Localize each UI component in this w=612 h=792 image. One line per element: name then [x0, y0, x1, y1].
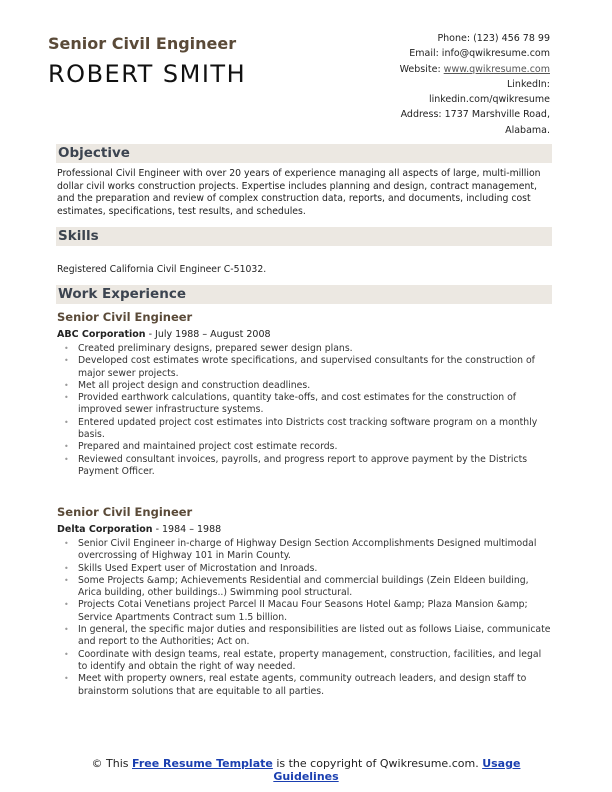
job-company-line: [57, 329, 552, 340]
contact-email: Email: info@qwikresume.com: [409, 48, 550, 60]
bullet-icon: •: [64, 344, 69, 353]
bullet-icon: •: [64, 356, 69, 366]
bullet-text: Some Projects &amp; Achievements Residential and commercial buildings (Zein Eldeen building, Arica building, other buildings..) Swimming pool structural.: [78, 574, 529, 599]
job-bullets: [57, 343, 552, 478]
list-item: [57, 624, 552, 649]
bullet-text: Provided earthwork calculations, quantity take-offs, and cost estimates for the construction of improved sewer infrastructure systems.: [78, 392, 517, 416]
list-item: [57, 538, 552, 563]
contact-linkedin-label: LinkedIn:: [506, 78, 550, 90]
usage-guidelines-link[interactable]: Usage Guidelines: [273, 757, 521, 783]
contact-address-line1: Address: 1737 Marshville Road,: [400, 109, 550, 121]
list-item: [57, 343, 552, 355]
bullet-icon: •: [64, 625, 69, 635]
bullet-text: Projects Cotai Venetians project Parcel II Macau Four Seasons Hotel &amp; Plaza Mansion &amp; Service Apartments Contract sum 1.5 billion.: [78, 599, 528, 623]
list-item: [57, 673, 552, 698]
job-title: Senior Civil Engineer: [57, 505, 193, 519]
website-link[interactable]: www.qwikresume.com: [443, 63, 550, 75]
bullet-icon: •: [64, 417, 69, 427]
bullet-text: Entered updated project cost estimates into Districts cost tracking software program on a monthly basis.: [78, 416, 538, 441]
list-item: [57, 454, 552, 479]
contact-website: [350, 62, 550, 77]
company-name: ABC Corporation: [57, 329, 146, 340]
list-item: [57, 575, 552, 600]
list-item: [57, 417, 552, 442]
bullet-text: Meet with property owners, real estate agents, community outreach leaders, and design staff to brainstorm solutions that are equitable to all parties.: [78, 673, 527, 697]
list-item: [57, 599, 552, 624]
bullet-text: Created preliminary designs, prepared sewer design plans.: [78, 343, 353, 354]
bullet-icon: •: [64, 539, 69, 548]
bullet-text: Coordinate with design teams, real estate, property management, construction, facilities, and legal to identify and obtain the right of way needed.: [78, 648, 542, 672]
company-name: Delta Corporation: [57, 524, 153, 535]
list-item: [57, 380, 552, 392]
bullet-icon: •: [64, 442, 69, 452]
skills-text: Registered California Civil Engineer C-51032.: [57, 264, 267, 275]
contact-phone: Phone: (123) 456 78 99: [437, 33, 550, 44]
job-title-heading: Senior Civil Engineer: [48, 34, 237, 53]
bullet-icon: •: [64, 649, 69, 659]
job-entry: [57, 310, 552, 478]
work-experience-heading: Work Experience: [56, 285, 552, 304]
bullet-icon: •: [64, 393, 69, 403]
bullet-icon: •: [64, 380, 69, 390]
bullet-text: Reviewed consultant invoices, payrolls, and progress report to approve payment by the Districts Payment Officer.: [78, 453, 528, 477]
bullet-icon: •: [64, 575, 69, 585]
list-item: [57, 563, 552, 575]
bullet-text: Prepared and maintained project cost estimate records.: [78, 441, 338, 453]
candidate-name: ROBERT SMITH: [48, 60, 247, 88]
bullet-text: Senior Civil Engineer in-charge of Highway Design Section Accomplishments Designed multimodal overcrossing of Highway 101 in Marin County.: [78, 538, 537, 562]
bullet-icon: •: [64, 674, 69, 684]
website-label: Website:: [399, 63, 444, 75]
free-resume-template-link[interactable]: Free Resume Template: [132, 757, 273, 770]
footer-prefix: © This: [91, 757, 133, 770]
bullet-text: In general, the specific major duties and responsibilities are listed out as follows Liaise, communicate and report to the Authorities; Act on.: [78, 624, 551, 648]
bullet-icon: •: [64, 563, 69, 573]
list-item: [57, 441, 552, 453]
list-item: [57, 392, 552, 417]
list-item: [57, 649, 552, 674]
contact-block: [350, 31, 550, 138]
copyright-footer: [60, 757, 552, 783]
job-dates: - July 1988 – August 2008: [145, 329, 271, 340]
footer-middle: is the copyright of Qwikresume.com.: [272, 757, 483, 770]
bullet-icon: •: [64, 454, 69, 464]
objective-text: Professional Civil Engineer with over 20 years of experience managing all aspects of large, multi-million dollar civil works construction projects. Expertise includes planning and design, contract management, and the preparation and review of complex construction data, reports, and documents, including cost estimates, specifications, test results, and schedules.: [57, 168, 541, 217]
job-entry: [57, 505, 552, 698]
list-item: [57, 355, 552, 380]
bullet-text: Met all project design and construction deadlines.: [78, 379, 311, 391]
skills-heading: Skills: [56, 227, 552, 246]
job-company-line: [57, 524, 552, 535]
job-title: Senior Civil Engineer: [57, 310, 193, 324]
job-dates: - 1984 – 1988: [152, 524, 222, 535]
contact-address-line2: Alabama.: [505, 124, 550, 136]
contact-linkedin: linkedin.com/qwikresume: [428, 94, 550, 106]
bullet-text: Skills Used Expert user of Microstation and Inroads.: [78, 562, 318, 574]
bullet-text: Developed cost estimates wrote specifications, and supervised consultants for the construction of major sewer projects.: [78, 355, 535, 379]
job-bullets: [57, 538, 552, 698]
bullet-icon: •: [64, 600, 69, 610]
objective-heading: Objective: [56, 144, 552, 163]
